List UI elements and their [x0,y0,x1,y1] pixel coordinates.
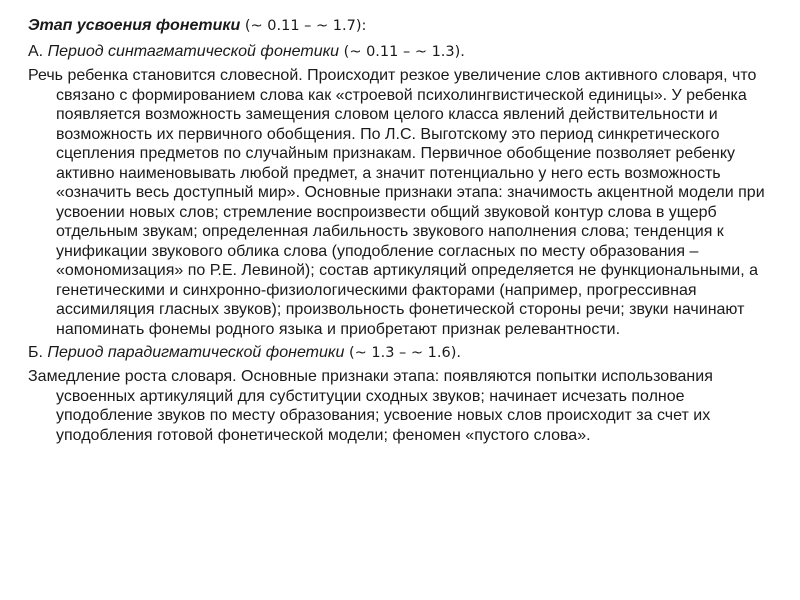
heading-title: Этап усвоения фонетики [28,17,241,34]
section-b-prefix: Б. [28,344,48,361]
section-a-body: Речь ребенка становится словесной. Происходит резкое увеличение слов активного словаря, что связано с формированием слова как «строевой психолингвистической единицы». У ребенка появляется возможность замещения словом целого класса явлений действительности и возможность их первичного обобщения. По Л.С. Выготскому это период синкретического сцепления предметов по случайным признакам. Первичное обобщение позволяет ребенку активно наименовывать любой предмет, а значит потенциально у него есть возможность «означить весь доступный мир». Основные признаки этапа: значимость акцентной модели при усвоении новых слов; стремление воспроизвести общий звуковой контур слова в ущерб отдельным звукам; определенная лабильность звукового наполнения слова; тенденция к унификации звукового облика слова (уподобление согласных по месту образования – «омономизация» по Р.Е. Левиной); состав артикуляций определяется не функциональными, а генетическими и синхронно-физиологическими факторами (например, прогрессивная ассимиляция гласных звуков); произвольность фонетической стороны речи; звуки начинают напоминать фонемы родного языка и приобретают признак релевантности. [28,67,765,338]
section-b-body: Замедление роста словаря. Основные признаки этапа: появляются попытки использования усвоенных артикуляций для субституции сходных звуков; начинает исчезать полное уподобление звуков по месту образования; усвоение новых слов происходит за счет их уподобления готовой фонетической модели; феномен «пустого слова». [28,368,713,444]
section-a-title-line [28,42,770,62]
heading-age-range: (~ 0.11 – ~ 1.7): [240,18,367,34]
section-a-age-range: (~ 0.11 – ~ 1.3). [339,44,465,60]
section-b-title: Период парадигматической фонетики [47,344,345,361]
section-a-title: Период синтагматической фонетики [47,43,340,60]
section-b-age-range: (~ 1.3 – ~ 1.6). [344,345,461,361]
section-b-title-line [28,343,770,363]
heading-line [28,16,770,36]
section-a-prefix: А. [28,43,48,60]
